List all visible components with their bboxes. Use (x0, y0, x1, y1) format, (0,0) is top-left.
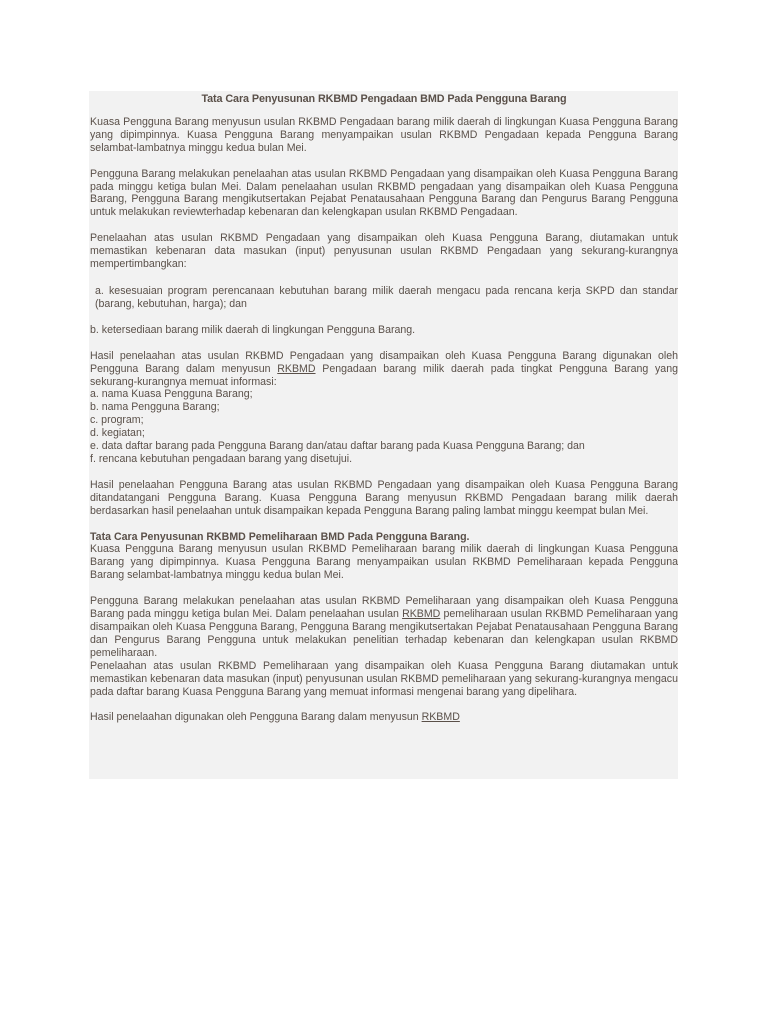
list-item: f. rencana kebutuhan pengadaan barang yang disetujui. (90, 452, 353, 465)
section-subtitle: Tata Cara Penyusunan RKBMD Pemeliharaan BMD Pada Pengguna Barang. (90, 530, 470, 543)
list-item: e. data daftar barang pada Pengguna Barang dan/atau daftar barang pada Kuasa Pengguna Barang; dan (90, 440, 585, 453)
rkbmd-link[interactable]: RKBMD (402, 608, 441, 621)
paragraph-8: Penelaahan atas usulan RKBMD Pemeliharaan yang disampaikan oleh Kuasa Pengguna Barang diutamakan untuk memastikan kebenaran data masukan (input) penyusunan usulan RKBMD pemeliharaan yang sekurang-kurangnya mengacu pada daftar barang Kuasa Pengguna Barang yang memuat informasi mengenai barang yang dipelihara. (90, 659, 678, 698)
paragraph-7 (90, 595, 678, 660)
list-item: b. nama Pengguna Barang; (90, 401, 220, 414)
document-title: Tata Cara Penyusunan RKBMD Pengadaan BMD Pada Pengguna Barang (201, 93, 567, 105)
paragraph-4-text: Hasil penelaahan atas usulan RKBMD Pengadaan yang disampaikan oleh Kuasa Pengguna Barang digunakan oleh Pengguna Barang dalam menyusun (90, 349, 678, 375)
info-list (90, 388, 678, 465)
paragraph-9-text: Hasil penelaahan digunakan oleh Pengguna Barang dalam menyusun (90, 711, 422, 724)
point-b: b. ketersediaan barang milik daerah di lingkungan Pengguna Barang. (90, 323, 416, 336)
paragraph-3: Penelaahan atas usulan RKBMD Pengadaan yang disampaikan oleh Kuasa Pengguna Barang, diutamakan untuk memastikan kebenaran data masukan (input) penyusunan usulan RKBMD Pengadaan yang sekurang-kurangnya mempertimbangkan: (90, 232, 678, 271)
paragraph-6: Kuasa Pengguna Barang menyusun usulan RKBMD Pemeliharaan barang milik daerah di lingkungan Kuasa Pengguna Barang yang dipimpinnya. Kuasa Pengguna Barang menyampaikan usulan RKBMD Pemeliharaan kepada Pengguna Barang selambat-lambatnya minggu kedua bulan Mei. (90, 543, 678, 582)
list-item: d. kegiatan; (90, 427, 145, 440)
point-a: a. kesesuaian program perencanaan kebutuhan barang milik daerah mengacu pada rencana kerja SKPD dan standar (barang, kebutuhan, harga); dan (95, 284, 678, 310)
rkbmd-link[interactable]: RKBMD (421, 711, 460, 724)
paragraph-4-text-end: Pengadaan barang milik daerah pada tingkat Pengguna Barang yang sekurang-kurangnya memuat informasi: (90, 362, 678, 388)
paragraph-7-text: Pengguna Barang melakukan penelaahan atas usulan RKBMD Pemeliharaan yang disampaikan oleh Kuasa Pengguna Barang pada minggu ketiga bulan Mei. Dalam penelaahan usulan (90, 595, 678, 621)
paragraph-5: Hasil penelaahan Pengguna Barang atas usulan RKBMD Pengadaan yang disampaikan oleh Kuasa Pengguna Barang ditandatangani Pengguna Barang. Kuasa Pengguna Barang menyusun RKBMD Pengadaan barang milik daerah berdasarkan hasil penelaahan untuk disampaikan kepada Pengguna Barang paling lambat minggu keempat bulan Mei. (90, 478, 678, 517)
paragraph-7-text-end: pemeliharaan usulan RKBMD Pemeliharaan yang disampaikan oleh Kuasa Pengguna Barang, Pengguna Barang mengikutsertakan Pejabat Penatausahaan Pengguna Barang dan Pengurus Barang Pengguna untuk melakukan penelitian terhadap kebenaran dan kelengkapan usulan RKBMD pemeliharaan. (90, 608, 678, 659)
paragraph-1: Kuasa Pengguna Barang menyusun usulan RKBMD Pengadaan barang milik daerah di lingkungan Kuasa Pengguna Barang yang dipimpinnya. Kuasa Pengguna Barang menyampaikan usulan RKBMD Pengadaan kepada Pengguna Barang selambat-lambatnya minggu kedua bulan Mei. (90, 115, 678, 154)
rkbmd-link[interactable]: RKBMD (277, 362, 316, 375)
list-item: a. nama Kuasa Pengguna Barang; (90, 388, 253, 401)
list-item: c. program; (90, 414, 144, 427)
paragraph-2: Pengguna Barang melakukan penelaahan atas usulan RKBMD Pengadaan yang disampaikan oleh Kuasa Pengguna Barang pada minggu ketiga bulan Mei. Dalam penelaahan usulan RKBMD pengadaan yang disampaikan oleh Kuasa Pengguna Barang, Pengguna Barang mengikutsertakan Pejabat Penatausahaan Pengguna Barang dan Pengurus Barang Pengguna untuk melakukan reviewterhadap kebenaran dan kelengkapan usulan RKBMD Pengadaan. (90, 167, 678, 219)
document-body (89, 91, 678, 779)
paragraph-9 (90, 711, 678, 724)
paragraph-4 (90, 350, 678, 389)
